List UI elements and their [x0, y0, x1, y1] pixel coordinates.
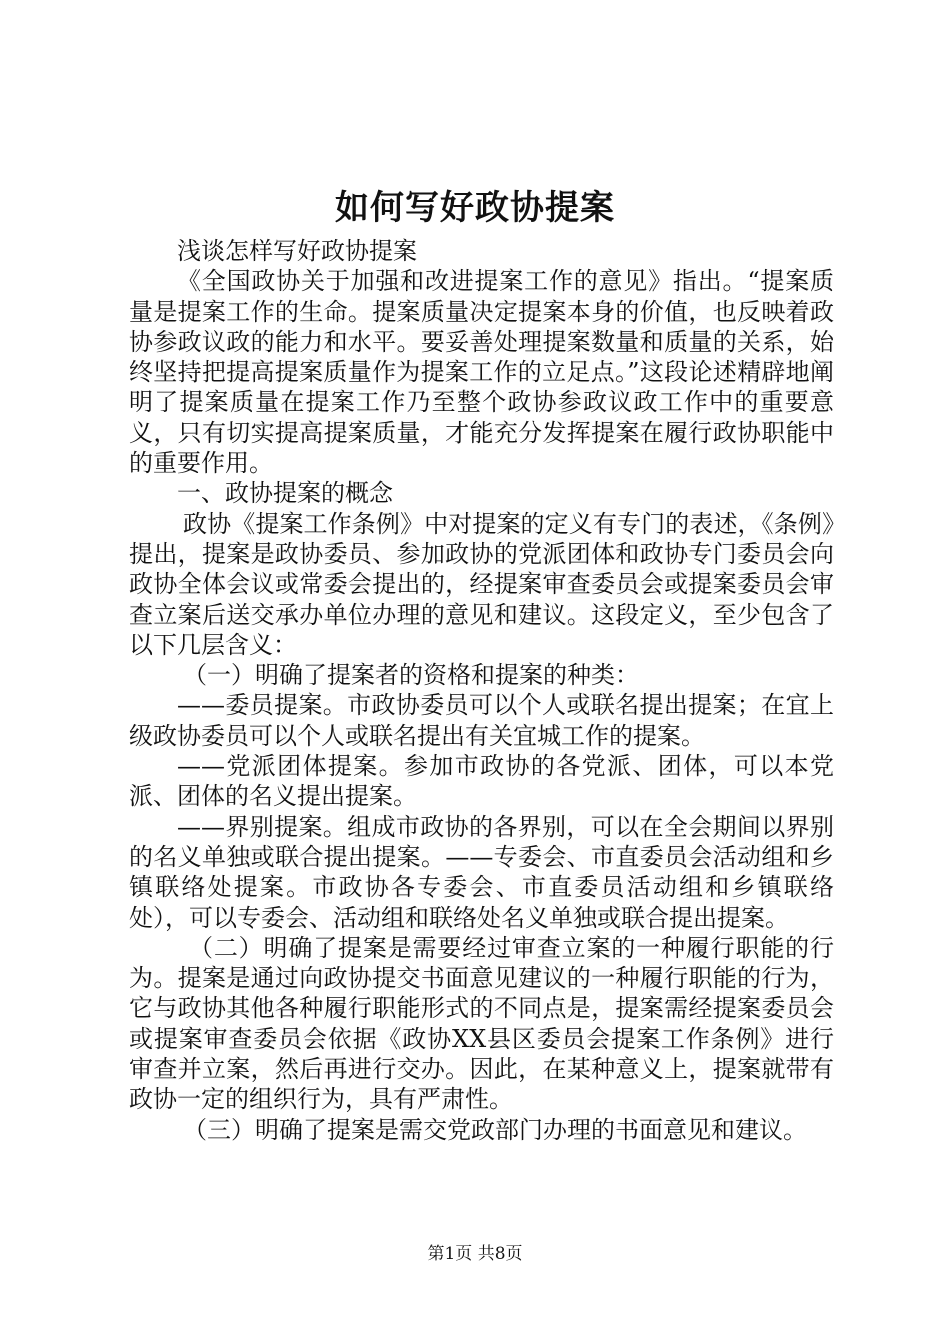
body-paragraph: ——党派团体提案。参加市政协的各党派、团体，可以本党派、团体的名义提出提案。 [129, 752, 834, 811]
page-footer: 第1页 共8页 [427, 1244, 523, 1264]
body-paragraph: 政协《提案工作条例》中对提案的定义有专门的表述，《条例》提出，提案是政协委员、参加政协的党派团体和政协专门委员会向政协全体会议或常委会提出的，经提案审查委员会或提案委员会审查立案后送交承办单位办理的意见和建议。这段定义，至少包含了以下几层含义： [129, 509, 834, 659]
body-paragraph: （二）明确了提案是需要经过审查立案的一种履行职能的行为。提案是通过向政协提交书面意见建议的一种履行职能的行为，它与政协其他各种履行职能形式的不同点是，提案需经提案委员会或提案审查委员会依据《政协XX县区委员会提案工作条例》进行审查并立案，然后再进行交办。因此，在某种意义上，提案就带有政协一定的组织行为，具有严肃性。 [129, 933, 834, 1114]
body-paragraph: 一、政协提案的概念 [177, 479, 393, 508]
body-paragraph: 浅谈怎样写好政协提案 [177, 237, 417, 265]
body-paragraph: ——界别提案。组成市政协的各界别，可以在全会期间以界别的名义单独或联合提出提案。——专委会、市直委员会活动组和乡镇联络处提案。市政协各专委会、市直委员活动组和乡镇联络处），可以专委会、活动组和联络处名义单独或联合提出提案。 [129, 812, 834, 932]
body-paragraph: 《全国政协关于加强和改进提案工作的意见》指出。“提案质量是提案工作的生命。提案质量决定提案本身的价值，也反映着政协参政议政的能力和水平。要妥善处理提案数量和质量的关系，始终坚持把提高提案质量作为提案工作的立足点。”这段论述精辟地阐明了提案质量在提案工作乃至整个政协参政议政工作中的重要意义，只有切实提高提案质量，才能充分发挥提案在履行政协职能中的重要作用。 [129, 267, 834, 478]
body-paragraph: ——委员提案。市政协委员可以个人或联名提出提案；在宜上级政协委员可以个人或联名提出有关宜城工作的提案。 [129, 691, 834, 750]
body-paragraph: （一）明确了提案者的资格和提案的种类： [183, 661, 639, 690]
document-body [129, 236, 834, 1145]
document-title: 如何写好政协提案 [335, 188, 615, 228]
body-paragraph: （三）明确了提案是需交党政部门办理的书面意见和建议。 [183, 1115, 807, 1144]
